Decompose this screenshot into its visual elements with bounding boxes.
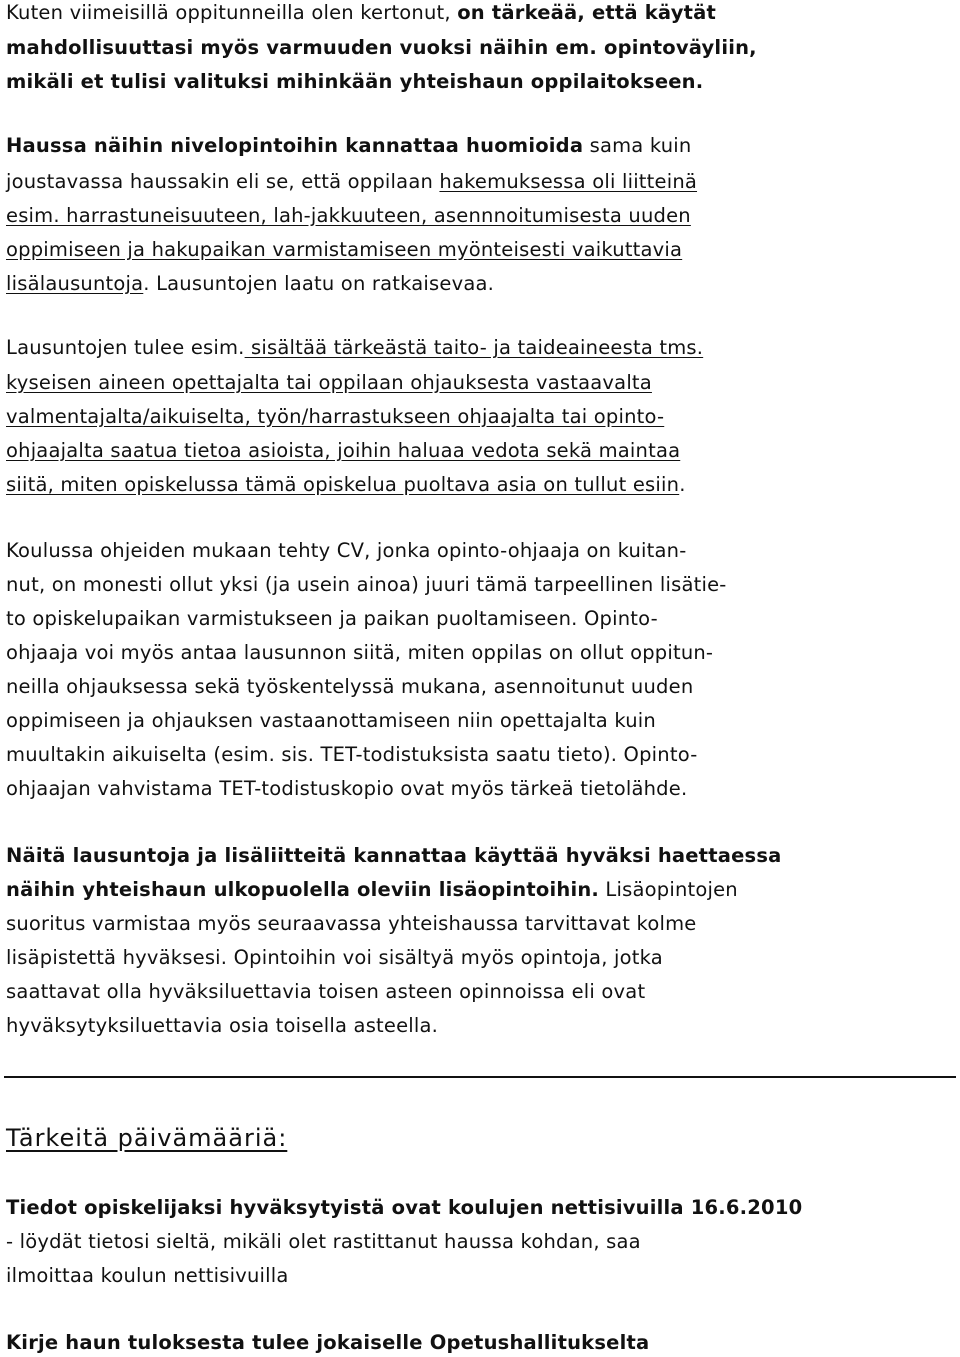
p5-line-2: [6, 877, 738, 903]
p4-line-5: neilla ohjauksessa sekä työskentelyssä mukana, asennoitunut uuden: [6, 675, 694, 698]
p1-line-2: mahdollisuuttasi myös varmuuden vuoksi näihin em. opintoväyliin,: [6, 36, 757, 59]
dates-line-2: - löydät tietosi sieltä, mikäli olet rastittanut haussa kohdan, saa: [6, 1230, 641, 1253]
p4-line-7: muultakin aikuiselta (esim. sis. TET-todistuksista saatu tieto). Opinto-: [6, 743, 698, 766]
dates-line-4: Kirje haun tuloksesta tulee jokaiselle Opetushallitukselta: [6, 1331, 650, 1354]
p4-line-8: ohjaajan vahvistama TET-todistuskopio ovat myös tärkeä tietolähde.: [6, 777, 688, 800]
dates-line-1: Tiedot opiskelijaksi hyväksytyistä ovat koulujen nettisivuilla 16.6.2010: [6, 1196, 803, 1219]
text-run: Kuten viimeisillä oppitunneilla olen kertonut,: [6, 1, 458, 24]
p4-line-1: Koulussa ohjeiden mukaan tehty CV, jonka opinto-ohjaaja on kuitan-: [6, 539, 687, 562]
p2-line-2: [6, 169, 697, 195]
p1-line-3: mikäli et tulisi valituksi mihinkään yhteishaun oppilaitokseen.: [6, 70, 704, 93]
p2-line-4: oppimiseen ja hakupaikan varmistamiseen myönteisesti vaikuttavia: [6, 238, 683, 261]
p2-line-1: [6, 133, 691, 159]
text-run: .: [679, 473, 686, 496]
text-run: Lausuntojen tulee esim.: [6, 336, 245, 359]
p1-line-1: [6, 0, 716, 26]
p2-line-3: esim. harrastuneisuuteen, lah-jakkuuteen, asennnoitumisesta uuden: [6, 204, 691, 227]
p3-line-4: ohjaajalta saatua tietoa asioista, joihin haluaa vedota sekä maintaa: [6, 439, 681, 462]
bold-run: on tärkeää, että käytät: [457, 1, 717, 24]
p4-line-6: oppimiseen ja ohjauksen vastaanottamiseen niin opettajalta kuin: [6, 709, 656, 732]
p5-line-3: suoritus varmistaa myös seuraavassa yhteishaussa tarvittavat kolme: [6, 912, 697, 935]
text-run: sama kuin: [583, 134, 692, 157]
text-run: Lisäopintojen: [599, 878, 738, 901]
important-dates-heading: Tärkeitä päivämääriä:: [6, 1124, 288, 1152]
p5-line-4: lisäpistettä hyväksesi. Opintoihin voi sisältyä myös opintoja, jotka: [6, 946, 663, 969]
dates-line-3: ilmoittaa koulun nettisivuilla: [6, 1264, 289, 1287]
p2-line-5: [6, 271, 494, 297]
underlined-run: hakemuksessa oli liitteinä: [439, 170, 698, 193]
section-divider: [4, 1076, 956, 1078]
p4-line-3: to opiskelupaikan varmistukseen ja paikan puoltamiseen. Opinto-: [6, 607, 658, 630]
p5-line-1: Näitä lausuntoja ja lisäliitteitä kannattaa käyttää hyväksi haettaessa: [6, 844, 782, 867]
p4-line-2: nut, on monesti ollut yksi (ja usein ainoa) juuri tämä tarpeellinen lisätie-: [6, 573, 727, 596]
underlined-run: siitä, miten opiskelussa tämä opiskelua puoltava asia on tullut esiin: [6, 473, 680, 496]
p4-line-4: ohjaaja voi myös antaa lausunnon siitä, miten oppilas on ollut oppitun-: [6, 641, 714, 664]
p5-line-5: saattavat olla hyväksiluettavia toisen asteen opinnoissa eli ovat: [6, 980, 646, 1003]
p3-line-5: [6, 472, 686, 498]
underlined-run: sisältää tärkeästä taito- ja taideaineesta tms.: [244, 336, 704, 359]
p3-line-2: kyseisen aineen opettajalta tai oppilaan ohjauksesta vastaavalta: [6, 371, 652, 394]
p3-line-1: [6, 335, 703, 361]
text-run: . Lausuntojen laatu on ratkaisevaa.: [143, 272, 495, 295]
p3-line-3: valmentajalta/aikuiselta, työn/harrastukseen ohjaajalta tai opinto-: [6, 405, 665, 428]
bold-run: Haussa näihin nivelopintoihin kannattaa huomioida: [6, 134, 584, 157]
text-run: joustavassa haussakin eli se, että oppilaan: [6, 170, 440, 193]
bold-run: näihin yhteishaun ulkopuolella oleviin lisäopintoihin.: [6, 878, 600, 901]
p5-line-6: hyväksytyksiluettavia osia toisella asteella.: [6, 1014, 439, 1037]
underlined-run: lisälausuntoja: [6, 272, 144, 295]
